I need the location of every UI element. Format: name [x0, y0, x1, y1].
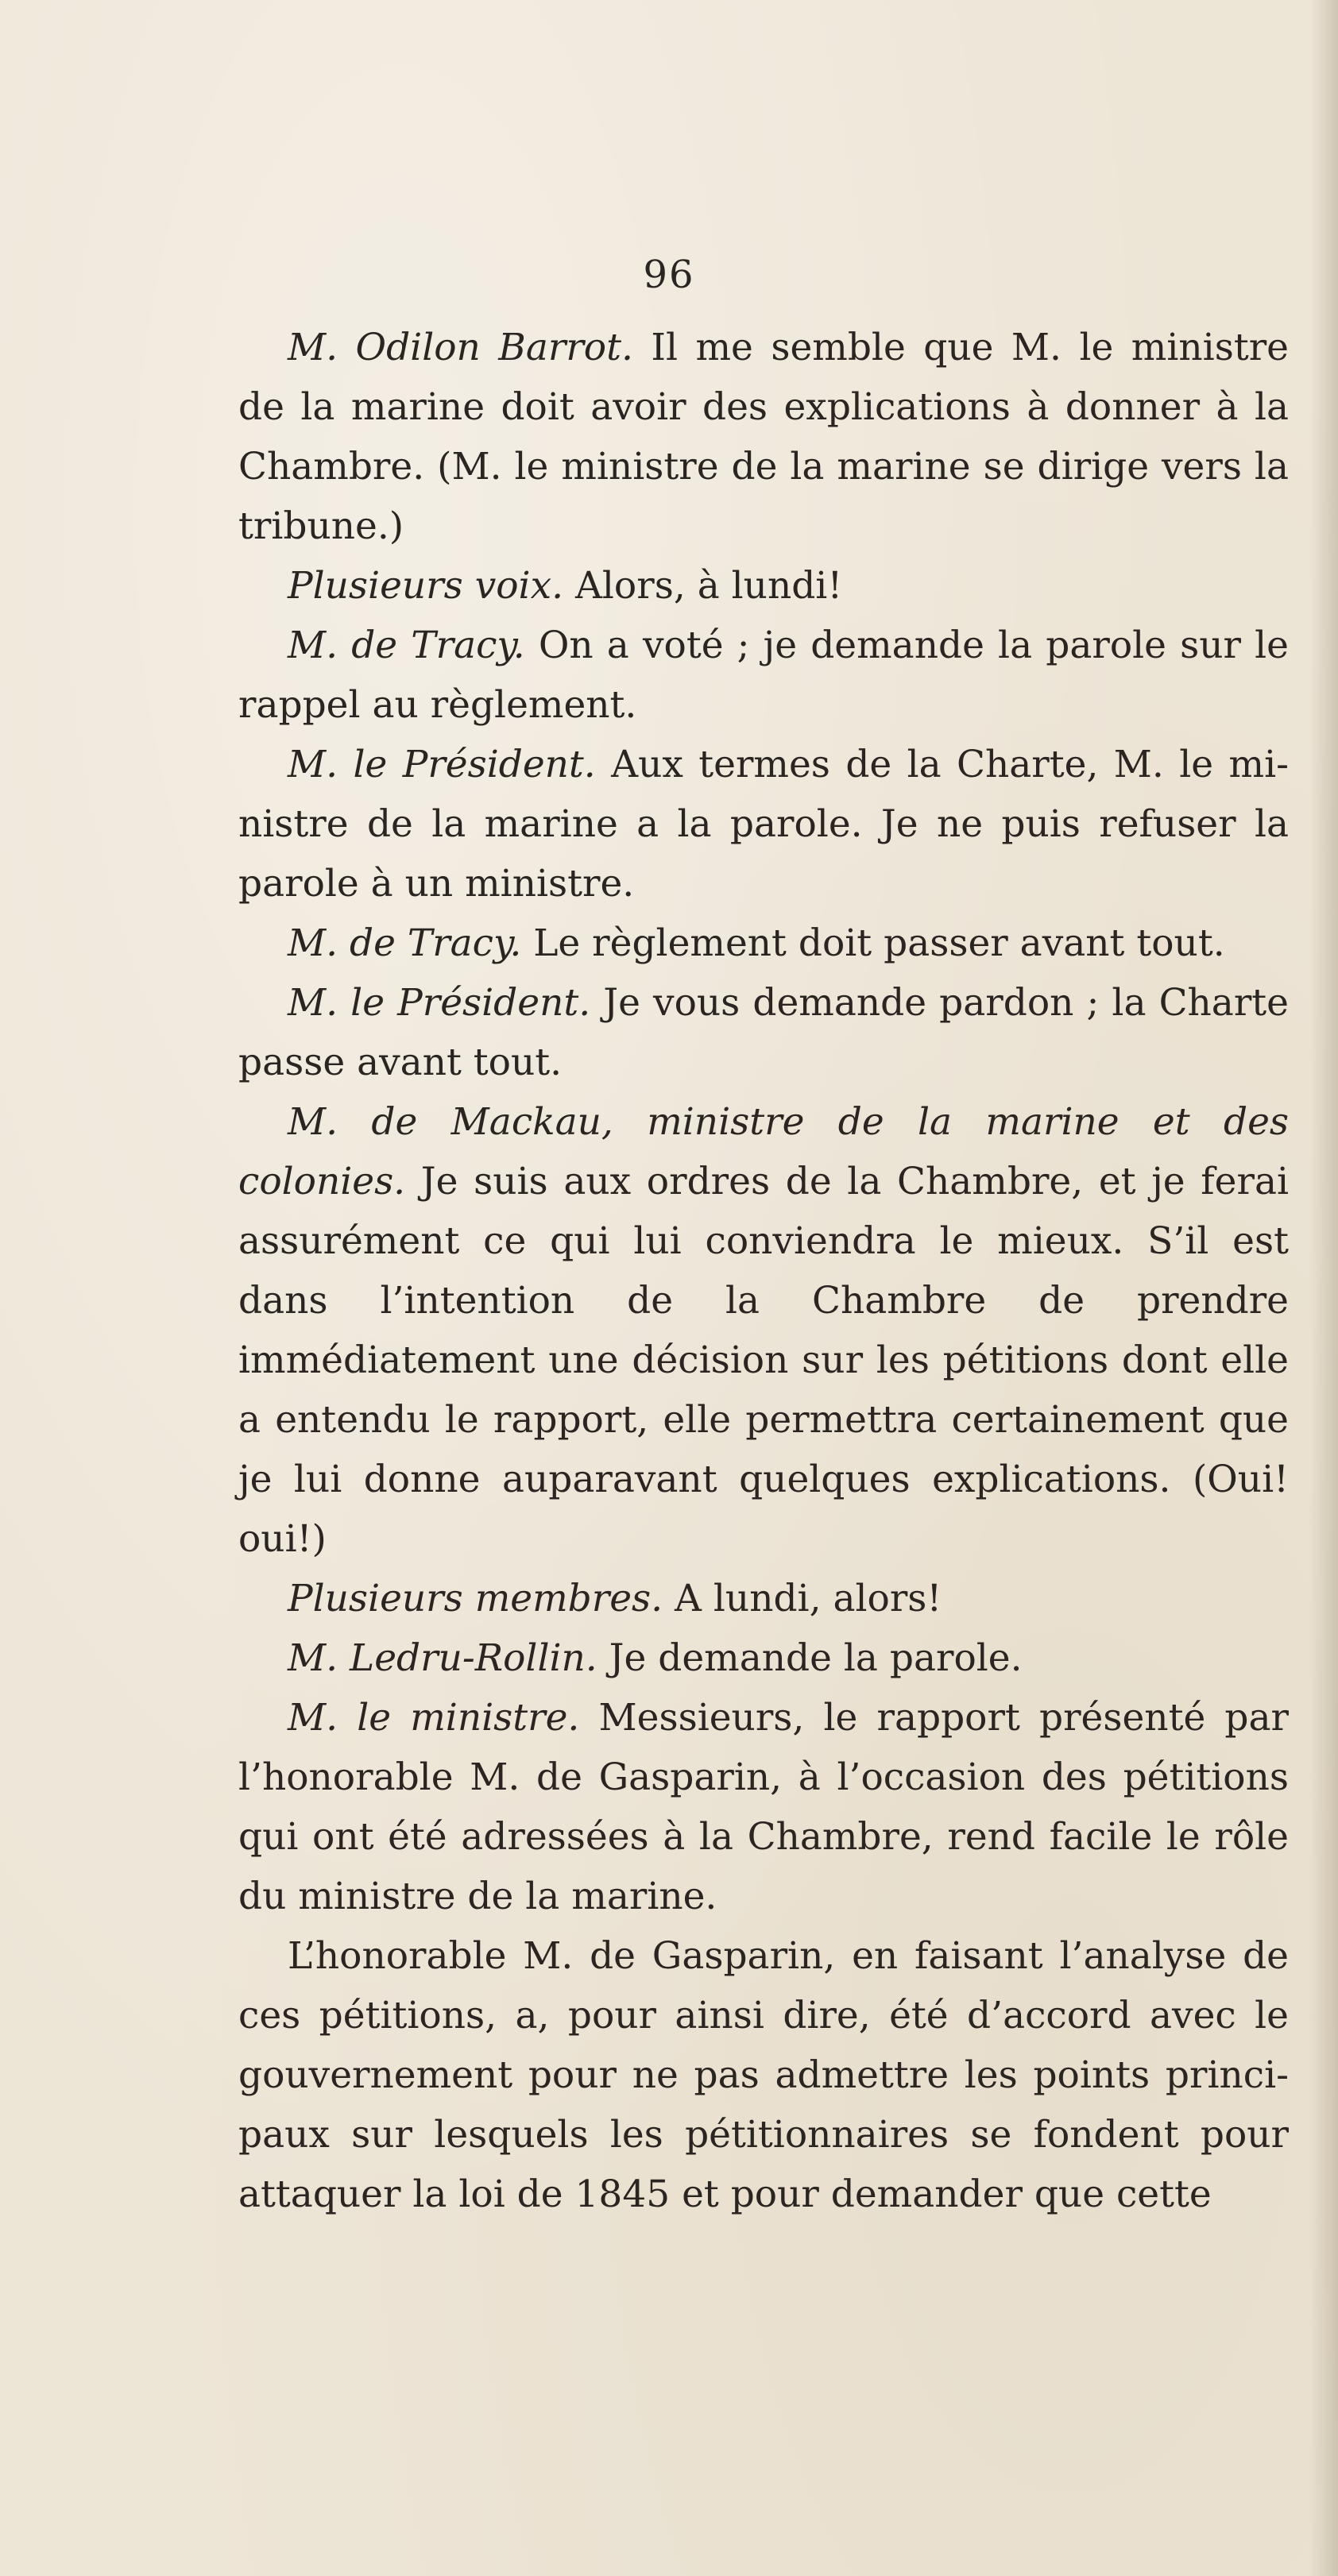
paragraph: [238, 1628, 1289, 1688]
page-number: 96: [643, 253, 695, 297]
speaker-name: M. Ledru-Rollin.: [288, 1636, 597, 1680]
speaker-name: M. de Mackau, ministre de la marine et des colonies.: [238, 1100, 1289, 1203]
paragraph: [238, 1926, 1289, 2224]
speaker-name: M. de Tracy.: [288, 624, 525, 667]
speaker-name: Plusieurs voix.: [288, 564, 564, 608]
paragraph: [238, 1569, 1289, 1628]
paragraph-text: Messieurs, le rapport présenté par l’honorable M. de Gasparin, à l’occasion des pétitions qui ont été adressées à la Chambre, rend facile le rôle du ministre de la marine.: [238, 1696, 1290, 1918]
paragraph-text: Je vous demande pardon ; la Charte passe avant tout.: [238, 981, 1290, 1084]
paragraph-text: Aux termes de la Charte, M. le ministre de la marine a la parole. Je ne puis refuser la parole à un ministre.: [238, 743, 1289, 906]
paragraph: [238, 318, 1289, 556]
paragraph-text: A lundi, alors!: [663, 1577, 942, 1620]
paragraph: [238, 1092, 1289, 1569]
speaker-name: M. de Tracy.: [288, 921, 522, 965]
paragraph: [238, 1688, 1289, 1926]
speaker-name: M. le ministre.: [288, 1696, 580, 1740]
paragraph: [238, 616, 1289, 735]
speaker-name: M. le Président.: [288, 743, 596, 786]
paragraph-text: Le règlement doit passer avant tout.: [521, 921, 1225, 965]
page-edge-shadow: [1309, 0, 1338, 2576]
paragraph-text: Je suis aux ordres de la Chambre, et je ferai assurément ce qui lui conviendra le mieux. S’il est dans l’intention de la Chambre de prendre immédiatement une décision sur les pétitions dont elle a entendu le rapport, elle permettra certainement que je lui donne auparavant quelques explications. (Oui! oui!): [238, 1160, 1289, 1561]
paragraph-text: Il me semble que M. le ministre de la marine doit avoir des explications à donner à la Chambre. (M. le ministre de la marine se dirige vers la tribune.): [238, 326, 1289, 548]
speaker-name: M. le Président.: [288, 981, 591, 1025]
speaker-name: M. Odilon Barrot.: [288, 326, 633, 369]
paragraph: [238, 913, 1289, 973]
paragraph: [238, 973, 1289, 1092]
paragraph: [238, 735, 1289, 913]
body-text: [238, 318, 1289, 2224]
paragraph-text: Je demande la parole.: [597, 1636, 1023, 1680]
paragraph-text: On a voté ; je demande la parole sur le rappel au règlement.: [238, 624, 1289, 727]
paragraph-text: Alors, à lundi!: [563, 564, 843, 608]
paragraph-text: L’honorable M. de Gasparin, en faisant l’analyse de ces pétitions, a, pour ainsi dire, été d’accord avec le gouvernement pour ne pas admettre les points principaux sur lesquels les pétitionnaires se fondent pour attaquer la loi de 1845 et pour demander que cette: [238, 1934, 1289, 2216]
speaker-name: Plusieurs membres.: [288, 1577, 663, 1620]
paragraph: [238, 556, 1289, 616]
